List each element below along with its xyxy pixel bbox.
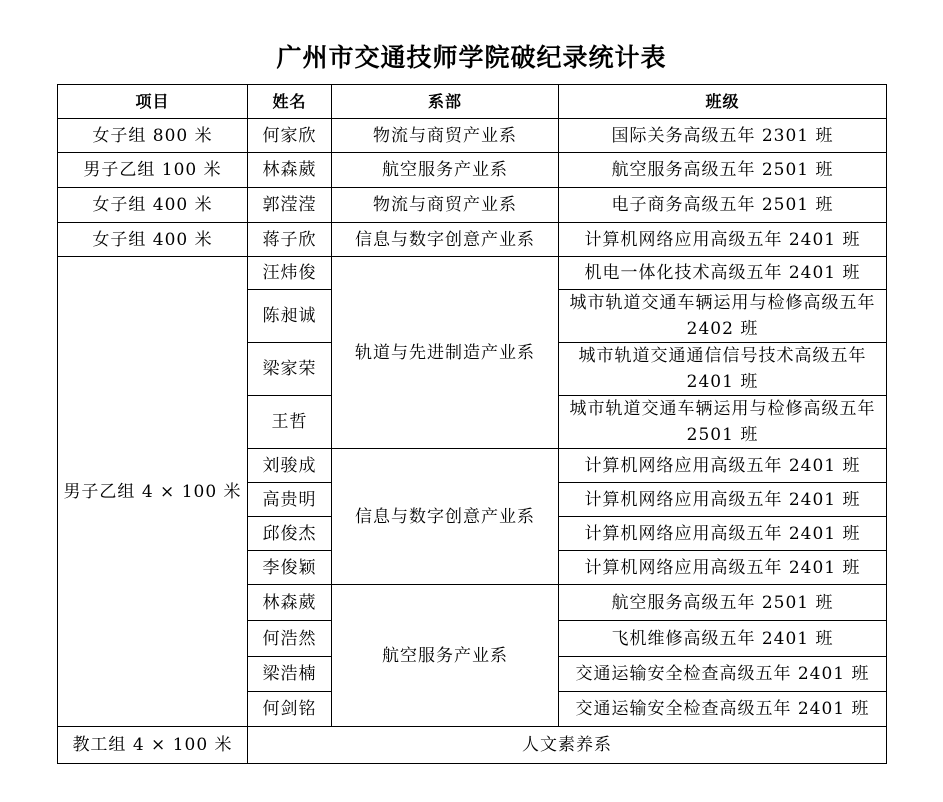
- table-row: [58, 257, 887, 290]
- department-cell: 物流与商贸产业系: [332, 188, 559, 223]
- event-cell: 男子乙组 100 米: [58, 153, 248, 188]
- header-department: 系部: [332, 85, 559, 119]
- header-event: 项目: [58, 85, 248, 119]
- class-cell: 交通运输安全检查高级五年 2401 班: [559, 657, 887, 692]
- table-header-row: [58, 85, 887, 119]
- class-cell: 国际关务高级五年 2301 班: [559, 119, 887, 153]
- name-cell: 何剑铭: [248, 692, 332, 727]
- name-cell: 陈昶诚: [248, 290, 332, 343]
- header-class: 班级: [559, 85, 887, 119]
- class-cell: 计算机网络应用高级五年 2401 班: [559, 551, 887, 585]
- name-cell: 梁家荣: [248, 343, 332, 396]
- class-cell: 飞机维修高级五年 2401 班: [559, 621, 887, 657]
- table-row: [58, 727, 887, 764]
- name-cell: 邱俊杰: [248, 517, 332, 551]
- records-table: [57, 84, 887, 764]
- name-cell: 何家欣: [248, 119, 332, 153]
- class-cell: 城市轨道交通通信信号技术高级五年 2401 班: [559, 343, 887, 396]
- table-row: [58, 153, 887, 188]
- event-cell: 教工组 4 × 100 米: [58, 727, 248, 764]
- class-cell: 交通运输安全检查高级五年 2401 班: [559, 692, 887, 727]
- class-cell: 计算机网络应用高级五年 2401 班: [559, 483, 887, 517]
- class-cell: 计算机网络应用高级五年 2401 班: [559, 223, 887, 257]
- class-cell: 航空服务高级五年 2501 班: [559, 153, 887, 188]
- class-cell: 航空服务高级五年 2501 班: [559, 585, 887, 621]
- department-cell: 信息与数字创意产业系: [332, 223, 559, 257]
- page-title: 广州市交通技师学院破纪录统计表: [276, 43, 667, 72]
- department-cell: 人文素养系: [248, 727, 887, 764]
- name-cell: 梁浩楠: [248, 657, 332, 692]
- name-cell: 何浩然: [248, 621, 332, 657]
- class-cell: 计算机网络应用高级五年 2401 班: [559, 517, 887, 551]
- event-cell: 女子组 400 米: [58, 223, 248, 257]
- table-row: [58, 223, 887, 257]
- name-cell: 高贵明: [248, 483, 332, 517]
- class-cell: 城市轨道交通车辆运用与检修高级五年 2402 班: [559, 290, 887, 343]
- name-cell: 汪炜俊: [248, 257, 332, 290]
- class-cell: 城市轨道交通车辆运用与检修高级五年 2501 班: [559, 396, 887, 449]
- name-cell: 林森葳: [248, 153, 332, 188]
- class-cell: 电子商务高级五年 2501 班: [559, 188, 887, 223]
- department-cell: 航空服务产业系: [332, 585, 559, 727]
- name-cell: 王哲: [248, 396, 332, 449]
- name-cell: 蒋子欣: [248, 223, 332, 257]
- name-cell: 郭滢滢: [248, 188, 332, 223]
- event-cell: 女子组 400 米: [58, 188, 248, 223]
- header-name: 姓名: [248, 85, 332, 119]
- relay-event-cell: 男子乙组 4 × 100 米: [58, 257, 248, 727]
- department-cell: 轨道与先进制造产业系: [332, 257, 559, 449]
- name-cell: 林森葳: [248, 585, 332, 621]
- table-row: [58, 119, 887, 153]
- department-cell: 信息与数字创意产业系: [332, 449, 559, 585]
- department-cell: 物流与商贸产业系: [332, 119, 559, 153]
- class-cell: 机电一体化技术高级五年 2401 班: [559, 257, 887, 290]
- name-cell: 刘骏成: [248, 449, 332, 483]
- table-row: [58, 188, 887, 223]
- event-cell: 女子组 800 米: [58, 119, 248, 153]
- class-cell: 计算机网络应用高级五年 2401 班: [559, 449, 887, 483]
- department-cell: 航空服务产业系: [332, 153, 559, 188]
- name-cell: 李俊颖: [248, 551, 332, 585]
